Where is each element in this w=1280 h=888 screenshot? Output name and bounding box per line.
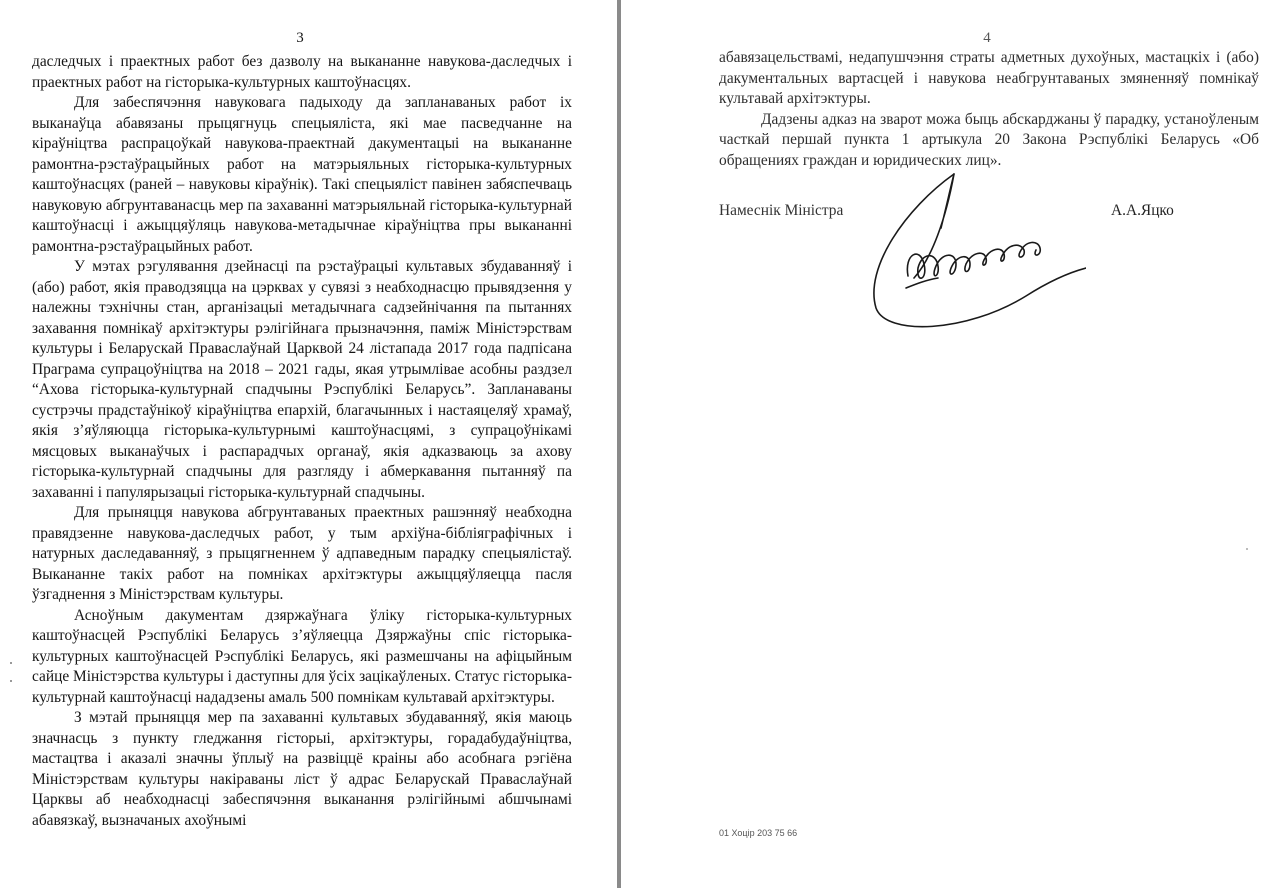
page-number-left: 3 <box>296 30 304 46</box>
signature-letters-stroke <box>907 242 1040 278</box>
left-page <box>0 0 617 888</box>
paragraph: абавязацельствамі, недапушчэння страты адметных духоўных, мастацкіх і (або) дакументальных вартасцей і навукова неабгрунтаваных змяненняў помнікаў культавай архітэктуры. <box>719 49 1259 107</box>
paragraph: даследчых і праектных работ без дазволу на выкананне навукова-даследчых і праектных работ на гісторыка-культурных каштоўнасцях. <box>32 53 572 91</box>
signature-loop-stroke <box>874 174 1086 327</box>
signature-underline <box>906 278 938 288</box>
scan-speck <box>10 662 12 664</box>
left-page-body <box>32 52 572 831</box>
right-page-body <box>719 48 1259 171</box>
paragraph: Дадзены адказ на зварот можа быць абскарджаны ў парадку, устаноўленым часткай першай пункта 1 артыкула 20 Закона Рэспублікі Беларусь «Об обращениях граждан и юридических лиц». <box>719 110 1259 169</box>
signatory-name: А.А.Яцко <box>1111 202 1174 219</box>
signatory-title: Намеснік Міністра <box>719 202 844 219</box>
paragraph: Асноўным дакументам дзяржаўнага ўліку гісторыка-культурных каштоўнасцей Рэспублікі Беларусь з’яўляецца Дзяржаўны спіс гісторыка-культурных каштоўнасцей Рэспублікі Беларусь, які размешчаны на афіцыйным сайце Міністэрства культуры і даступны для ўсіх зацікаўленых. Статус гісторыка-культурнай каштоўнасці нададзены амаль 500 помнікам культавай архітэктуры. <box>32 606 572 706</box>
page-number-right: 4 <box>983 30 991 46</box>
paragraph: З мэтай прыняцця мер па захаванні культавых збудаванняў, якія маюць значнасць з пункту гледжання гісторыі, архітэктуры, горадабудаўніцтва, мастацтва і аказалі значны ўплыў на развіццё краіны або асобнага рэгіёна Міністэрствам культуры накіраваны ліст ў адрас Беларускай Праваслаўнай Царквы аб неабходнасці забеспячэння выканання рэлігійнымі абшчынамі абавязкаў, вызначаных ахоўнымі <box>32 709 572 829</box>
paragraph: У мэтах рэгулявання дзейнасці па рэстаўрацыі культавых збудаванняў і (або) работ, якія праводзяцца на цэрквах у сувязі з неабходнасцю прывядзення у належны тэхнічны стан, арганізацыі метадычнага садзейнічання па пытаннях захавання помнікаў архітэктуры рэлігійнага прызначэння, паміж Міністэрствам культуры і Беларускай Праваслаўнай Царквой 24 лістапада 2017 года падпісана Праграма супрацоўніцтва на 2018 – 2021 гады, якая утрымлівае асобны раздзел “Ахова гісторыка-культурнай спадчыны Рэспублікі Беларусь”. Запланаваны сустрэчы прадстаўнікоў кіраўніцтва епархій, благачынных і настаяцеляў храмаў, якія з’яўляюцца гісторыка-культурнымі каштоўнасцямі, з супрацоўнікамі мясцовых выканаўчых і распарадчых органаў, якія адказваюць за ахову гісторыка-культурнай спадчыны для разгляду і абмеркавання пытанняў па захаванні і папулярызацыі гісторыка-культурнай спадчыны. <box>32 258 572 501</box>
right-page <box>621 0 1280 888</box>
paragraph: Для забеспячэння навуковага падыходу да запланаваных работ іх выканаўца абавязаны прыцягнуць спецыяліста, які мае пасведчанне на кіраўніцтва распрацоўкай навукова-праектнай дакументацыі на выкананне рамонтна-рэстаўрацыйных работ на матэрыяльных гісторыка-культурных каштоўнасцях (раней – навуковы кіраўнік). Такі спецыяліст павінен забяспечваць навуковую абгрунтаванасць мер па захаванні матэрыяльнай гісторыка-культурнай каштоўнасці і ажыццяўляць навукова-метадычнае кіраўніцтва пры выкананні рамонтна-рэстаўрацыйных работ. <box>32 94 572 255</box>
paragraph: Для прыняцця навукова абгрунтаваных праектных рашэнняў неабходна правядзенне навукова-даследчых работ, у тым архіўна-бібліяграфічных і натурных даследаванняў, з прыцягненнем ў адпаведным парадку спецыялістаў. Выкананне такіх работ на помніках архітэктуры ажыццяўляецца пасля ўзгаднення з Міністэрствам культуры. <box>32 504 572 603</box>
scan-speck <box>1246 548 1248 550</box>
handwritten-signature <box>846 168 1086 338</box>
scan-speck <box>10 680 12 682</box>
executor-phone-note: 01 Хоцiр 203 75 66 <box>719 828 798 838</box>
